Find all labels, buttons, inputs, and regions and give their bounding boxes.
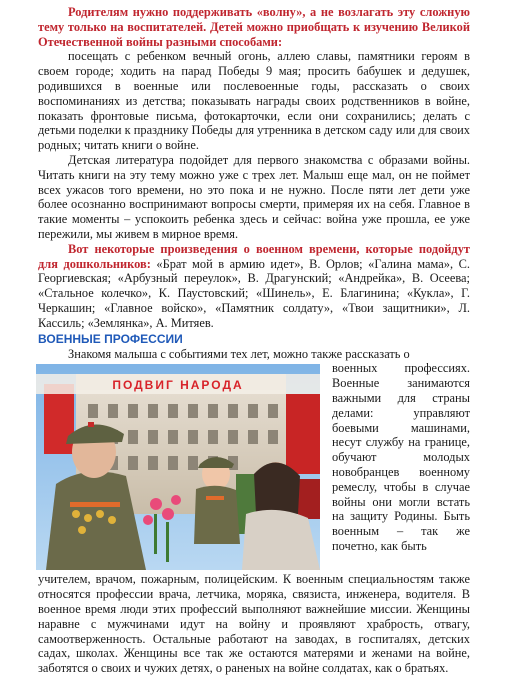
professions-heading: ВОЕННЫЕ ПРОФЕССИИ: [38, 331, 183, 346]
parade-photo-image: [36, 364, 320, 570]
photo-sign-text: ПОДВИГ НАРОДА: [112, 378, 244, 393]
professions-float-text: военных профессиях. Военные занимаются важными для страны делами: управляют боевыми машинами, несут службу на границе, обучают молодых новобранцев военному ремеслу, чтобы в случае войны они могли встать на защиту Родины. Быть военным – так же почетно, как быть: [332, 361, 470, 553]
literature-paragraph: Детская литература подойдет для первого знакомства с образами войны. Читать книги на эту тему можно уже с трех лет. Малыш еще мал, он не поймет всех ужасов того времени, но это пока и не нужно. После пяти лет дети уже более осознанно воспринимают вопросы смерти, примеряя их на себя. Главное в такие моменты – успокоить ребенка здесь и сейчас: война уже прошла, ее уже пережили, мы живем в мирное время.: [38, 152, 470, 241]
document-page: [38, 5, 470, 676]
intro-body: посещать с ребенком вечный огонь, аллею славы, памятники героям в своем городе; ходить на парад Победы 9 мая; просить бабушек и дедушек, родившихся в военные или послевоенные годы, рассказать о своих воспоминаниях из детства; показывать награды своих родственников в войне, показать фронтовые письма, фотокарточки, если они сохранились; делать с детьми поделки к празднику Победы для утренника в детском саду или для своих родных; читать книги о войне.: [38, 49, 470, 153]
books-lead: Вот некоторые произведения о военном времени, которые подойдут для дошкольников:: [38, 241, 470, 271]
professions-first-line: Знакомя малыша с событиями тех лет, можно также рассказать о: [68, 346, 410, 361]
intro-paragraph: [38, 5, 470, 49]
intro-lead: Родителям нужно поддерживать «волну», а не возлагать эту сложную тему только на воспитателей. Детей можно приобщать к изучению Великой Отечественной войны разными способами:: [38, 5, 470, 49]
parade-photo: [36, 364, 320, 570]
professions-rest: учителем, врачом, пожарным, полицейским. К военным специальностям также относятся профессии врача, летчика, моряка, связиста, инженера, водителя. В военное время люди этих профессий выполняют важнейшие миссии. Женщины наравне с мужчинами идут на войну и проявляют храбрость, отвагу, самоотверженность. Остальные работают на заводах, в госпиталях, детских садах, школах. Женщины все так же остаются матерями и женами на войне, заботятся о своих и чужих детях, о раненых на войне солдатах, как о братьях.: [38, 572, 470, 676]
books-paragraph: [38, 242, 470, 331]
books-list: «Брат мой в армию идет», В. Орлов; «Галина мама», С. Георгиевская; «Арбузный переулок», В. Драгунский; «Андрейка», В. Осеева; «Стальное колечко», К. Паустовский; «Шинель», Е. Благинина; «Кукла», Г. Черкашин; «Главное войско», «Памятник солдату», «Твои защитники», Л. Кассиль; «Землянка», А. Митяев.: [38, 256, 470, 330]
